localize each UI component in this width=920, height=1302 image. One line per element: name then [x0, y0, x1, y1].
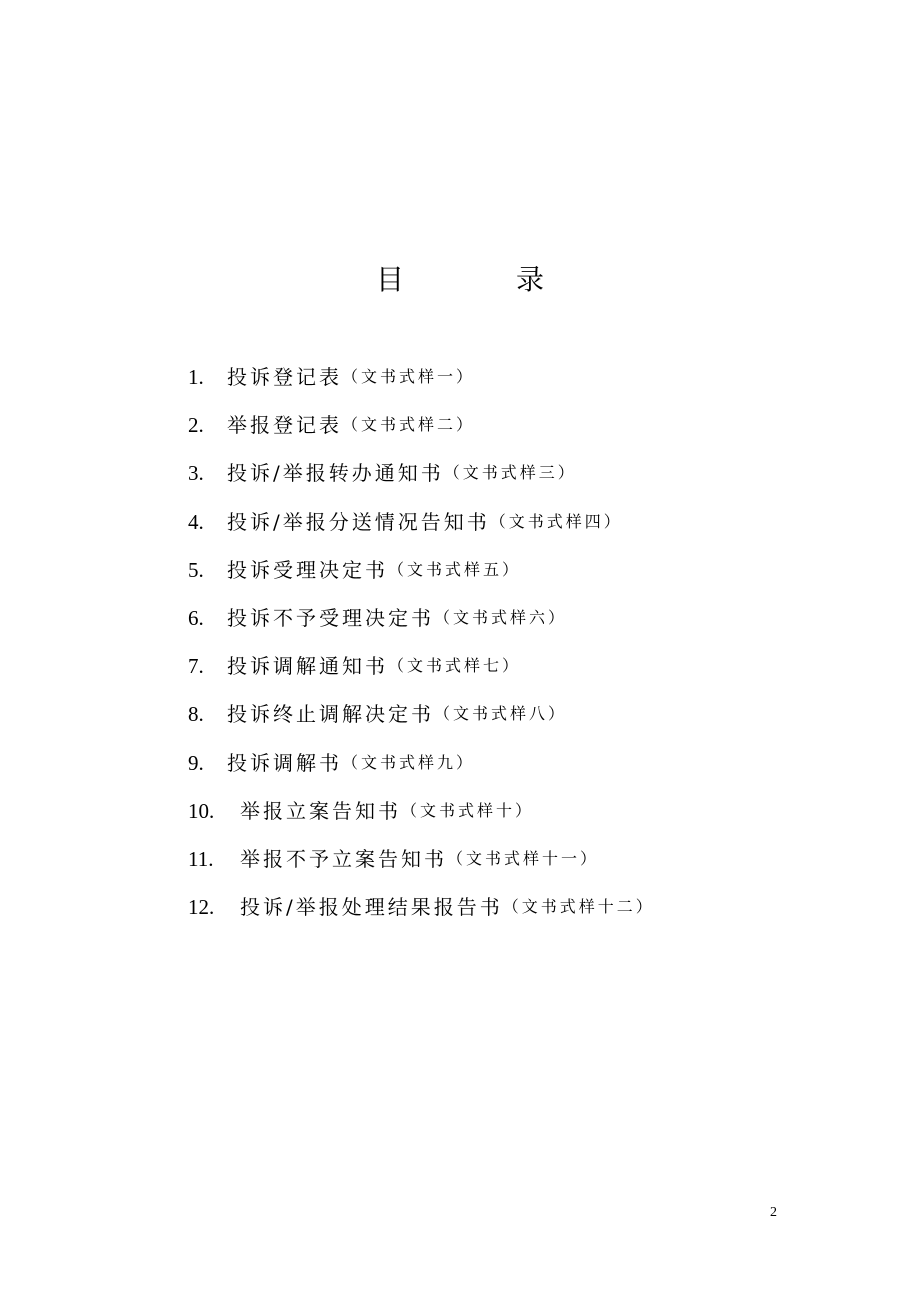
toc-item-number: 10.	[188, 798, 215, 823]
toc-item	[188, 507, 838, 555]
toc-item-title: 举报立案告知书	[240, 798, 401, 823]
toc-item-number: 7.	[188, 654, 204, 679]
toc-item-number: 1.	[188, 365, 204, 389]
toc-item-title: 投诉受理决定书	[227, 557, 388, 582]
toc-item	[188, 458, 838, 506]
toc-item	[188, 410, 838, 458]
toc-item-number: 3.	[188, 461, 204, 486]
toc-item-title: 投诉/举报分送情况告知书	[227, 509, 490, 534]
toc-item-sample: （文书式样二）	[342, 415, 476, 435]
toc-item-title: 投诉/举报转办通知书	[227, 461, 444, 486]
toc-item-title: 投诉调解书	[227, 750, 342, 775]
toc-item-title: 投诉不予受理决定书	[227, 605, 434, 630]
table-of-contents	[188, 362, 838, 940]
toc-item-sample: （文书式样十）	[401, 800, 535, 820]
toc-item	[188, 844, 838, 892]
toc-item-number: 9.	[188, 750, 204, 775]
toc-item-sample: （文书式样十一）	[447, 848, 600, 868]
toc-item	[188, 555, 838, 603]
toc-item-number: 5.	[188, 557, 204, 582]
toc-item-title: 投诉登记表	[227, 365, 342, 389]
toc-item	[188, 796, 838, 844]
toc-item	[188, 748, 838, 796]
toc-item-sample: （文书式样五）	[388, 559, 522, 579]
toc-item-sample: （文书式样一）	[342, 367, 476, 386]
toc-item-title: 投诉终止调解决定书	[227, 702, 434, 727]
toc-item-sample: （文书式样九）	[342, 752, 476, 772]
toc-item-sample: （文书式样八）	[434, 704, 568, 724]
toc-item	[188, 699, 838, 747]
toc-item	[188, 362, 838, 410]
toc-item-title: 举报登记表	[227, 413, 342, 438]
page-title: 目 录	[375, 263, 586, 296]
toc-item	[188, 603, 838, 651]
toc-item-sample: （文书式样四）	[489, 511, 623, 531]
toc-item-sample: （文书式样七）	[388, 656, 522, 676]
toc-item-number: 4.	[188, 509, 204, 534]
toc-item-sample: （文书式样六）	[434, 607, 568, 627]
toc-item-title: 投诉/举报处理结果报告书	[240, 895, 503, 920]
toc-item-number: 8.	[188, 702, 204, 727]
toc-item-number: 12.	[188, 895, 215, 920]
toc-item-sample: （文书式样三）	[443, 463, 577, 483]
toc-item-number: 11.	[188, 846, 214, 871]
page-number: 2	[770, 1205, 777, 1220]
toc-item-title: 举报不予立案告知书	[240, 846, 447, 871]
toc-item-number: 6.	[188, 605, 204, 630]
toc-item	[188, 651, 838, 699]
toc-item	[188, 892, 838, 940]
toc-item-title: 投诉调解通知书	[227, 654, 388, 679]
toc-item-number: 2.	[188, 413, 204, 438]
toc-item-sample: （文书式样十二）	[502, 897, 655, 917]
